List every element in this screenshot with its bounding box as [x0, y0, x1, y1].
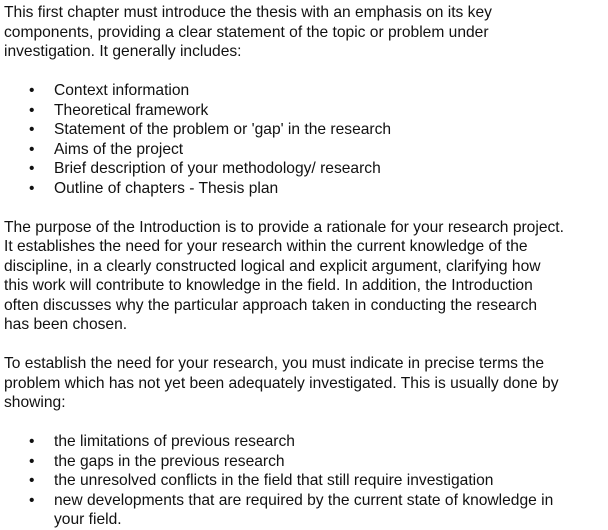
list-item-text: the unresolved conflicts in the field that still require investigation	[54, 472, 494, 489]
bullet-icon: •	[29, 101, 35, 119]
list-item	[4, 101, 608, 121]
bullet-icon: •	[29, 82, 35, 99]
bullet-icon: •	[29, 179, 35, 197]
bullet-icon: •	[29, 452, 35, 470]
establish-paragraph: To establish the need for your research, you must indicate in precise terms the problem which has not yet been adequately investigated. This is usually done by showing:	[4, 355, 559, 411]
includes-list	[4, 81, 608, 198]
purpose-paragraph: The purpose of the Introduction is to provide a rationale for your research project. It establishes the need for your research within the current knowledge of the discipline, in a clearly constructed logical and explicit argument, clarifying how this work will contribute to knowledge in the field. In addition, the Introduction often discusses why the particular approach taken in conducting the research has been chosen.	[4, 218, 564, 333]
document-body	[4, 3, 608, 530]
bullet-icon: •	[29, 160, 35, 177]
bullet-icon: •	[29, 140, 35, 158]
bullet-icon: •	[29, 121, 35, 138]
list-item-text: Context information	[54, 82, 190, 99]
list-item	[4, 491, 608, 530]
paragraph-spacer	[4, 62, 608, 82]
paragraph-spacer	[4, 413, 608, 433]
list-item	[4, 140, 608, 160]
bullet-icon: •	[29, 472, 35, 489]
bullet-icon: •	[29, 433, 35, 450]
list-item-text: the gaps in the previous research	[54, 452, 285, 470]
list-item	[4, 179, 608, 199]
list-item	[4, 432, 608, 452]
list-item-text: new developments that are required by the current state of knowledge in your field.	[54, 491, 554, 528]
list-item	[4, 81, 608, 101]
list-item	[4, 159, 608, 179]
paragraph-spacer	[4, 198, 608, 218]
list-item-text: the limitations of previous research	[54, 433, 295, 450]
list-item-text: Outline of chapters - Thesis plan	[54, 179, 279, 197]
list-item-text: Brief description of your methodology/ research	[54, 160, 381, 177]
list-item	[4, 452, 608, 472]
list-item	[4, 120, 608, 140]
list-item	[4, 471, 608, 491]
list-item-text: Statement of the problem or 'gap' in the research	[54, 121, 392, 138]
bullet-icon: •	[29, 491, 35, 509]
intro-paragraph: This first chapter must introduce the thesis with an emphasis on its key components, providing a clear statement of the topic or problem under investigation. It generally includes:	[4, 4, 492, 60]
paragraph-spacer	[4, 335, 608, 355]
list-item-text: Aims of the project	[54, 140, 184, 158]
list-item-text: Theoretical framework	[54, 101, 209, 119]
showing-list	[4, 432, 608, 530]
